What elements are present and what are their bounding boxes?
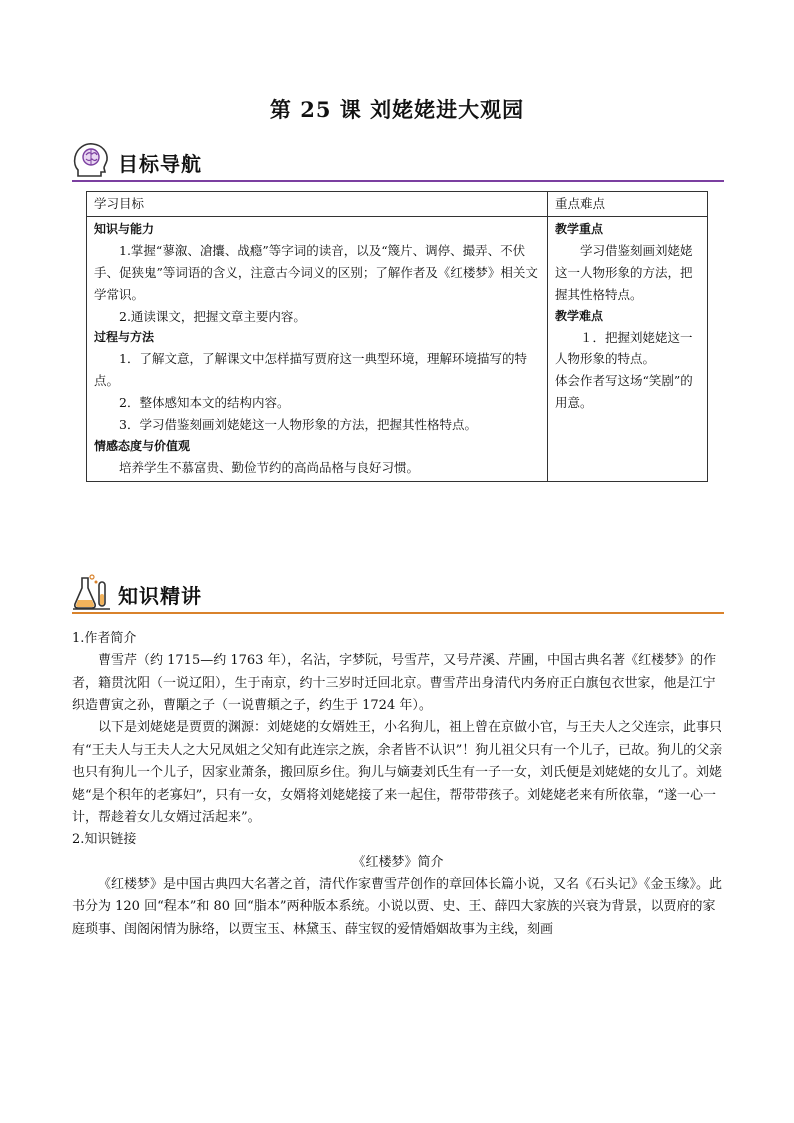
section-header-knowledge <box>72 572 724 614</box>
goal-attitude-item-1: 培养学生不慕富贵、勤俭节约的高尚品格与良好习惯。 <box>119 459 420 475</box>
page-title: 第 25 课 刘姥姥进大观园 <box>269 97 525 122</box>
goals-table <box>86 191 708 482</box>
paragraph-author: 曹雪芹（约 1715—约 1763 年），名沾，字梦阮，号雪芹，又号芹溪、芹圃，中国古典名著《红楼梦》的作者，籍贯沈阳（一说辽阳），生于南京，约十三岁时迁回北京。曹雪芹出身清代内务府正白旗包衣世家，他是江宁织造曹寅之孙，曹顒之子（一说曹頫之子，约生于 1724 年）。 <box>72 653 717 714</box>
key-difficulty-item-1: １．把握刘姥姥这一人物形象的特点。 <box>555 329 693 367</box>
goal-heading-knowledge: 知识与能力 <box>94 221 155 236</box>
goal-process-item-1: 1．了解文意，了解课文中怎样描写贾府这一典型环境，理解环境描写的特点。 <box>94 351 527 389</box>
goals-table-body-row <box>87 216 708 481</box>
goal-process-item-3: 3．学习借鉴刻画刘姥姥这一人物形象的方法，把握其性格特点。 <box>119 417 477 432</box>
header-key-points: 重点难点 <box>548 192 708 217</box>
goal-process-item-2: 2．整体感知本文的结构内容。 <box>119 395 290 411</box>
goal-knowledge-item-1: 1.掌握“蓼溆、凔攮、战瘾”等字词的读音，以及“篾片、调停、撮弄、不伏手、促狭鬼”等词语的含义，注意古今词义的区别；了解作者及《红楼梦》相关文学常识。 <box>94 242 538 302</box>
key-focus-item-1: 学习借鉴刻画刘姥姥这一人物形象的方法，把握其性格特点。 <box>555 242 693 302</box>
paragraph-hongloumeng: 《红楼梦》是中国古典四大名著之首，清代作家曹雪芹创作的章回体长篇小说，又名《石头记》《金玉缘》。此书分为 120 回“程本”和 80 回“脂本”两种版本系统。小说以贾、史、王、薛四大家族的兴衰为背景，以贾府的家庭琐事、闺阁闲情为脉络，以贾宝玉、林黛玉、薛宝钗的爱情婚姻故事为主线，刻画 <box>72 876 723 937</box>
heading-author-intro: 1.作者简介 <box>72 631 137 646</box>
goal-heading-process: 过程与方法 <box>94 330 155 345</box>
goal-knowledge-item-2: 2.通读课文，把握文章主要内容。 <box>119 308 306 324</box>
key-points-cell <box>548 216 708 481</box>
brain-head-icon <box>72 140 112 180</box>
key-difficulty-item-2: 体会作者写这场“笑剧”的用意。 <box>555 373 693 411</box>
paragraph-liu-laolao-origin: 以下是刘姥姥是贾贾的渊源：刘姥姥的女婿姓王，小名狗儿，祖上曾在京做小官，与王夫人之父连宗，此事只有“王夫人与王夫人之大兄凤姐之父知有此连宗之族，余者皆不认识”！狗儿祖父只有一个儿子，已故。狗儿的父亲也只有狗儿一个儿子，因家业萧条，搬回原乡住。狗儿与嫡妻刘氏生有一子一女，刘氏便是刘姥姥的女儿了。刘姥姥“是个积年的老寡妇”，只有一女，女婿将刘姥姥接了来一起住，帮带带孩子。刘姥姥老来有所依靠，“遂一心一计，帮趁着女儿女婿过活起来”。 <box>72 720 723 825</box>
knowledge-body <box>72 628 724 941</box>
header-learning-goals: 学习目标 <box>87 192 548 217</box>
section-title-goals: 目标导航 <box>118 152 202 176</box>
section-divider-goals <box>72 180 724 182</box>
lab-flask-icon <box>72 572 112 612</box>
section-divider-knowledge <box>72 612 724 614</box>
heading-knowledge-link: 2.知识链接 <box>72 832 137 848</box>
section-header-goals <box>72 140 724 182</box>
subheading-hongloumeng-intro: 《红楼梦》简介 <box>352 854 444 870</box>
key-heading-focus: 教学重点 <box>555 221 604 236</box>
key-heading-difficulty: 教学难点 <box>555 308 604 323</box>
goal-heading-attitude: 情感态度与价值观 <box>94 438 191 453</box>
goals-table-header-row <box>87 192 708 217</box>
learning-goals-cell <box>87 216 548 481</box>
section-title-knowledge: 知识精讲 <box>118 584 202 608</box>
